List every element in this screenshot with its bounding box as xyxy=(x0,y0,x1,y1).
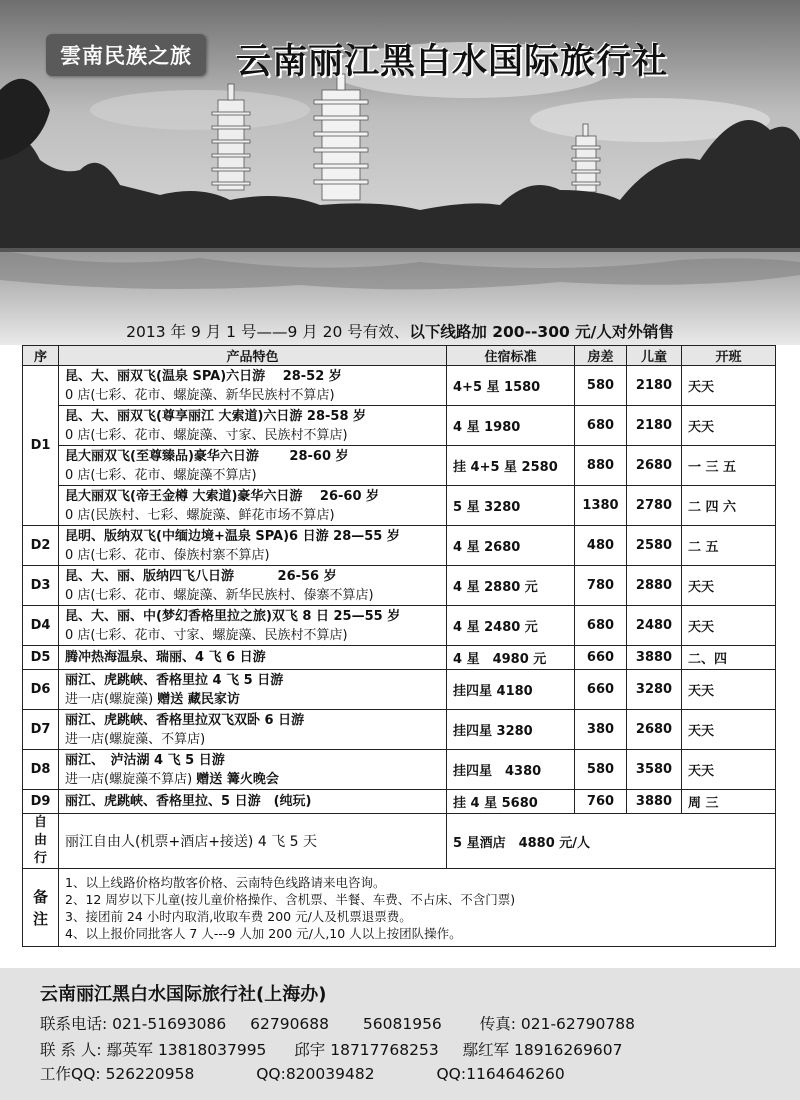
qq-row xyxy=(40,1062,565,1084)
col-header-product: 产品特色 xyxy=(59,346,447,366)
room-diff-cell: 1380 xyxy=(575,486,627,526)
room-diff-cell: 780 xyxy=(575,566,627,606)
seq-cell: D1 xyxy=(23,366,59,526)
col-header-child: 儿童 xyxy=(627,346,682,366)
qq-number: QQ:820039482 xyxy=(256,1065,375,1083)
table-row xyxy=(23,486,776,526)
footer-title: 云南丽江黑白水国际旅行社(上海办) xyxy=(40,984,327,1005)
product-cell xyxy=(59,366,447,406)
product-title: 昆、大、丽双飞(温泉 SPA)六日游 28-52 岁 xyxy=(65,368,342,384)
table-row xyxy=(23,446,776,486)
product-desc: 0 店(七彩、花市、傣族村寨不算店) xyxy=(65,547,270,563)
contact-label: 联 系 人: xyxy=(40,1041,102,1059)
product-cell xyxy=(59,606,447,646)
page-title: 云南丽江黑白水国际旅行社 xyxy=(236,42,669,82)
gift-note: 赠送 篝火晚会 xyxy=(196,771,279,787)
product-title: 昆大丽双飞(至尊臻品)豪华六日游 28-60 岁 xyxy=(65,448,349,464)
product-desc: 0 店(七彩、花市、螺旋藻、新华民族村不算店) xyxy=(65,387,335,403)
product-cell xyxy=(59,446,447,486)
table-row xyxy=(23,606,776,646)
table-row xyxy=(23,566,776,606)
notes-row xyxy=(23,869,776,947)
product-desc: 0 店(七彩、花市、螺旋藻不算店) xyxy=(65,467,257,483)
standard-cell: 挂 4+5 星 2580 xyxy=(447,446,575,486)
standard-cell: 4 星 2680 xyxy=(447,526,575,566)
qq-number: 526220958 xyxy=(105,1065,195,1083)
table-row xyxy=(23,710,776,750)
col-header-schedule: 开班 xyxy=(682,346,776,366)
fax-label: 传真: xyxy=(479,1015,516,1033)
schedule-cell: 天天 xyxy=(682,566,776,606)
routes-table xyxy=(22,345,776,947)
free-travel-row xyxy=(23,814,776,869)
standard-cell: 4 星 1980 xyxy=(447,406,575,446)
fax-number: 021-62790788 xyxy=(520,1015,635,1033)
product-title: 昆大丽双飞(帝王金樽 大索道)豪华六日游 26-60 岁 xyxy=(65,488,380,504)
table-row xyxy=(23,526,776,566)
free-travel-desc: 丽江自由人(机票+酒店+接送) 4 飞 5 天 xyxy=(59,814,447,869)
product-title: 昆、大、丽、版纳四飞八日游 26-56 岁 xyxy=(65,568,337,584)
room-diff-cell: 680 xyxy=(575,406,627,446)
child-price-cell: 2680 xyxy=(627,446,682,486)
child-price-cell: 3280 xyxy=(627,670,682,710)
qq-number: QQ:1164646260 xyxy=(436,1065,565,1083)
child-price-cell: 2480 xyxy=(627,606,682,646)
product-title: 丽江、 泸沽湖 4 飞 5 日游 xyxy=(65,752,225,768)
product-desc: 0 店(民族村、七彩、螺旋藻、鲜花市场不算店) xyxy=(65,507,335,523)
schedule-cell: 周 三 xyxy=(682,790,776,814)
child-price-cell: 2180 xyxy=(627,406,682,446)
room-diff-cell: 680 xyxy=(575,606,627,646)
seq-cell: D5 xyxy=(23,646,59,670)
product-cell xyxy=(59,646,447,670)
notes-label: 备注 xyxy=(23,869,59,947)
phone-row xyxy=(40,1012,635,1034)
schedule-cell: 天天 xyxy=(682,366,776,406)
seq-cell: D6 xyxy=(23,670,59,710)
free-travel-label: 自由行 xyxy=(23,814,59,869)
shop-note: 进一店(螺旋藻不算店) xyxy=(65,771,193,787)
seq-cell: D8 xyxy=(23,750,59,790)
table-row xyxy=(23,406,776,446)
child-price-cell: 2680 xyxy=(627,710,682,750)
phone-number: 021-51693086 xyxy=(112,1015,227,1033)
product-cell xyxy=(59,526,447,566)
col-header-seq: 序 xyxy=(23,346,59,366)
seq-cell: D9 xyxy=(23,790,59,814)
product-desc: 进一店(螺旋藻、不算店) xyxy=(65,731,206,747)
product-desc xyxy=(65,770,440,789)
contact-person: 鄢红军 18916269607 xyxy=(462,1041,623,1059)
room-diff-cell: 580 xyxy=(575,750,627,790)
seq-cell: D4 xyxy=(23,606,59,646)
phone-label: 联系电话: xyxy=(40,1015,108,1033)
room-diff-cell: 660 xyxy=(575,646,627,670)
contact-footer xyxy=(0,968,800,1100)
product-cell xyxy=(59,670,447,710)
product-title: 腾冲热海温泉、瑞丽、4 飞 6 日游 xyxy=(65,650,266,665)
table-row xyxy=(23,750,776,790)
product-title: 丽江、虎跳峡、香格里拉双飞双卧 6 日游 xyxy=(65,712,305,728)
child-price-cell: 2180 xyxy=(627,366,682,406)
product-desc: 0 店(七彩、花市、螺旋藻、寸家、民族村不算店) xyxy=(65,427,348,443)
schedule-cell: 天天 xyxy=(682,750,776,790)
phone-number: 56081956 xyxy=(362,1015,442,1033)
child-price-cell: 2580 xyxy=(627,526,682,566)
product-title: 昆、大、丽、中(梦幻香格里拉之旅)双飞 8 日 25—55 岁 xyxy=(65,608,401,624)
child-price-cell: 3880 xyxy=(627,790,682,814)
standard-cell: 4+5 星 1580 xyxy=(447,366,575,406)
note-item: 3、接团前 24 小时内取消,收取车费 200 元/人及机票退票费。 xyxy=(65,908,412,924)
table-row xyxy=(23,670,776,710)
room-diff-cell: 880 xyxy=(575,446,627,486)
schedule-cell: 二 四 六 xyxy=(682,486,776,526)
schedule-cell: 天天 xyxy=(682,710,776,750)
product-title: 丽江、虎跳峡、香格里拉、5 日游 (纯玩) xyxy=(65,794,312,809)
table-row xyxy=(23,646,776,670)
contact-person: 鄢英军 13818037995 xyxy=(106,1041,267,1059)
gift-note: 赠送 藏民家访 xyxy=(157,691,240,707)
product-desc: 0 店(七彩、花市、寸家、螺旋藻、民族村不算店) xyxy=(65,627,348,643)
table-header-row xyxy=(23,346,776,366)
standard-cell: 5 星 3280 xyxy=(447,486,575,526)
standard-cell: 4 星 4980 元 xyxy=(447,646,575,670)
standard-cell: 4 星 2480 元 xyxy=(447,606,575,646)
note-item: 2、12 周岁以下儿童(按儿童价格操作、含机票、半餐、车费、不占床、不含门票) xyxy=(65,891,516,907)
standard-cell: 挂四星 4180 xyxy=(447,670,575,710)
validity-banner xyxy=(0,320,800,342)
product-cell xyxy=(59,406,447,446)
schedule-cell: 天天 xyxy=(682,606,776,646)
room-diff-cell: 760 xyxy=(575,790,627,814)
seq-cell: D7 xyxy=(23,710,59,750)
room-diff-cell: 480 xyxy=(575,526,627,566)
note-item: 4、以上报价同批客人 7 人---9 人加 200 元/人,10 人以上按团队操作。 xyxy=(65,925,462,941)
child-price-cell: 2780 xyxy=(627,486,682,526)
phone-number: 62790688 xyxy=(250,1015,330,1033)
product-cell xyxy=(59,750,447,790)
product-cell xyxy=(59,710,447,750)
col-header-room-diff: 房差 xyxy=(575,346,627,366)
product-cell xyxy=(59,790,447,814)
room-diff-cell: 580 xyxy=(575,366,627,406)
seq-cell: D3 xyxy=(23,566,59,606)
seq-cell: D2 xyxy=(23,526,59,566)
product-desc xyxy=(65,690,440,709)
product-cell xyxy=(59,566,447,606)
schedule-cell: 二 五 xyxy=(682,526,776,566)
standard-cell: 4 星 2880 元 xyxy=(447,566,575,606)
schedule-cell: 天天 xyxy=(682,670,776,710)
product-title: 丽江、虎跳峡、香格里拉 4 飞 5 日游 xyxy=(65,672,284,688)
table-row xyxy=(23,366,776,406)
standard-cell: 挂四星 3280 xyxy=(447,710,575,750)
validity-dates: 2013 年 9 月 1 号——9 月 20 号有效、 xyxy=(126,323,410,341)
standard-cell: 挂 4 星 5680 xyxy=(447,790,575,814)
product-cell xyxy=(59,486,447,526)
child-price-cell: 3580 xyxy=(627,750,682,790)
col-header-standard: 住宿标准 xyxy=(447,346,575,366)
room-diff-cell: 660 xyxy=(575,670,627,710)
schedule-cell: 二、四 xyxy=(682,646,776,670)
shop-note: 进一店(螺旋藻) xyxy=(65,691,154,707)
product-desc: 0 店(七彩、花市、螺旋藻、新华民族村、傣寨不算店) xyxy=(65,587,374,603)
room-diff-cell: 380 xyxy=(575,710,627,750)
qq-label: 工作QQ: xyxy=(40,1065,101,1083)
validity-markup: 以下线路加 200--300 元/人对外销售 xyxy=(409,323,674,341)
note-item: 1、以上线路价格均散客价格、云南特色线路请来电咨询。 xyxy=(65,874,386,890)
product-title: 昆、大、丽双飞(尊享丽江 大索道)六日游 28-58 岁 xyxy=(65,408,367,424)
standard-cell: 挂四星 4380 xyxy=(447,750,575,790)
logo-badge: 雲南民族之旅 xyxy=(46,34,206,76)
product-title: 昆明、版纳双飞(中缅边境+温泉 SPA)6 日游 28—55 岁 xyxy=(65,528,400,544)
schedule-cell: 天天 xyxy=(682,406,776,446)
schedule-cell: 一 三 五 xyxy=(682,446,776,486)
notes-list xyxy=(59,869,776,947)
child-price-cell: 2880 xyxy=(627,566,682,606)
contact-row xyxy=(40,1038,622,1060)
child-price-cell: 3880 xyxy=(627,646,682,670)
free-travel-price: 5 星酒店 4880 元/人 xyxy=(447,814,776,869)
contact-person: 邱宇 18717768253 xyxy=(294,1041,439,1059)
table-row xyxy=(23,790,776,814)
